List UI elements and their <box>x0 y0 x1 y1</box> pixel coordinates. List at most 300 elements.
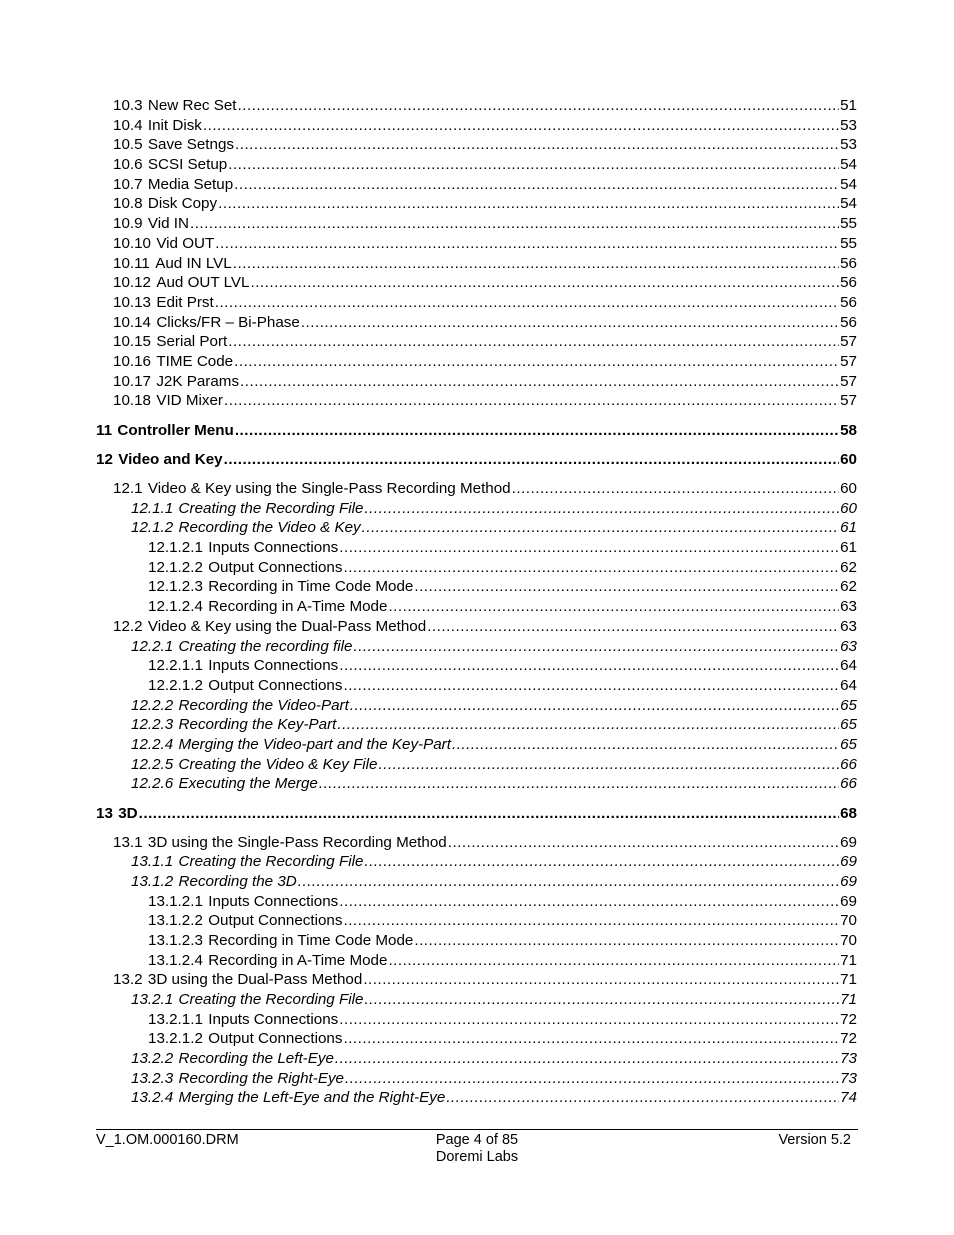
toc-entry-title <box>113 116 202 136</box>
toc-entry-title <box>131 1088 445 1108</box>
toc-entry[interactable] <box>0 1010 954 1030</box>
toc-dot-leader <box>224 450 839 470</box>
toc-entry-number: 10.12 <box>113 274 152 292</box>
toc-dot-leader <box>339 538 839 558</box>
toc-page-number: 62 <box>840 558 857 576</box>
toc-dot-leader <box>298 872 839 892</box>
toc-page-number: 57 <box>840 352 857 370</box>
toc-entry-number: 10.13 <box>113 293 152 311</box>
toc-entry-title <box>96 804 138 824</box>
toc-entry-number: 12.2 <box>113 617 143 635</box>
toc-entry-text: Serial Port <box>156 333 228 351</box>
toc-dot-leader <box>339 1010 839 1030</box>
toc-entry[interactable] <box>0 970 954 990</box>
toc-entry-title <box>131 715 336 735</box>
toc-dot-leader <box>238 96 840 116</box>
toc-entry[interactable] <box>0 990 954 1010</box>
toc-entry-text: Recording the 3D <box>178 872 297 890</box>
toc-dot-leader <box>452 735 839 755</box>
toc-entry-title <box>113 234 214 254</box>
toc-page-number: 65 <box>840 735 857 753</box>
toc-entry[interactable] <box>0 1029 954 1049</box>
toc-entry-title <box>113 96 237 116</box>
toc-page-number: 56 <box>840 274 857 292</box>
toc-dot-leader <box>414 931 839 951</box>
toc-entry-text: Recording in Time Code Mode <box>208 931 414 949</box>
toc-entry-title <box>131 1069 344 1089</box>
toc-entry[interactable] <box>0 372 954 392</box>
toc-entry[interactable] <box>0 234 954 254</box>
toc-dot-leader <box>427 617 839 637</box>
toc-entry-text: Creating the Recording File <box>178 853 364 871</box>
toc-entry[interactable] <box>0 676 954 696</box>
toc-chapter-entry[interactable] <box>0 421 954 441</box>
toc-entry-text: Disk Copy <box>147 195 218 213</box>
toc-entry[interactable] <box>0 273 954 293</box>
toc-entry-title <box>113 313 300 333</box>
toc-entry[interactable] <box>0 155 954 175</box>
footer-version: Version 5.2 <box>778 1132 851 1148</box>
toc-page-number: 55 <box>840 234 857 252</box>
toc-entry-number: 12 <box>96 451 113 468</box>
toc-page-number: 71 <box>840 951 857 969</box>
toc-entry[interactable] <box>0 293 954 313</box>
toc-page-number: 57 <box>840 333 857 351</box>
footer-divider <box>96 1129 858 1130</box>
toc-dot-leader <box>339 892 839 912</box>
toc-page-number: 61 <box>840 519 857 537</box>
toc-entry-text: Recording the Left-Eye <box>178 1050 334 1068</box>
toc-entry[interactable] <box>0 577 954 597</box>
toc-entry[interactable] <box>0 774 954 794</box>
toc-entry-text: Merging the Video-part and the Key-Part <box>178 735 451 753</box>
toc-dot-leader <box>337 715 839 735</box>
toc-dot-leader <box>335 1049 839 1069</box>
toc-page-number: 53 <box>840 136 857 154</box>
toc-entry-text: Save Setngs <box>147 136 234 154</box>
toc-entry-title <box>148 931 413 951</box>
toc-dot-leader <box>234 352 839 372</box>
toc-dot-leader <box>388 597 839 617</box>
toc-dot-leader <box>343 1029 839 1049</box>
toc-entry-number: 13.2.1.2 <box>148 1030 203 1048</box>
toc-entry[interactable] <box>0 116 954 136</box>
toc-entry[interactable] <box>0 656 954 676</box>
toc-entry-text: Controller Menu <box>117 421 234 439</box>
toc-entry-number: 13.2.2 <box>131 1050 174 1068</box>
toc-entry[interactable] <box>0 352 954 372</box>
footer-company: Doremi Labs <box>435 1149 519 1165</box>
toc-entry-number: 10.7 <box>113 175 143 193</box>
toc-entry-title <box>131 755 378 775</box>
toc-page-number: 56 <box>840 313 857 331</box>
toc-entry-text: Executing the Merge <box>178 775 318 793</box>
toc-page-number: 60 <box>840 480 857 497</box>
toc-entry-title <box>113 214 189 234</box>
toc-entry-number: 10.18 <box>113 392 152 410</box>
toc-entry[interactable] <box>0 951 954 971</box>
toc-page-number: 70 <box>840 931 857 949</box>
toc-entry[interactable] <box>0 1049 954 1069</box>
toc-page-number: 63 <box>840 617 857 635</box>
toc-page-number: 57 <box>840 372 857 390</box>
toc-entry-title <box>148 597 387 617</box>
toc-entry[interactable] <box>0 755 954 775</box>
toc-dot-leader <box>215 293 839 313</box>
toc-entry-text: Output Connections <box>208 1030 343 1048</box>
toc-entry-title <box>113 293 214 313</box>
toc-entry[interactable] <box>0 852 954 872</box>
toc-entry-title <box>113 194 217 214</box>
toc-page-number: 58 <box>840 421 857 439</box>
toc-entry-text: Init Disk <box>147 116 202 134</box>
toc-entry-number: 13.1.2.4 <box>148 951 203 969</box>
toc-entry[interactable] <box>0 135 954 155</box>
toc-entry-number: 12.1 <box>113 480 143 497</box>
toc-entry-number: 13.1.2 <box>131 872 174 890</box>
toc-dot-leader <box>250 273 839 293</box>
toc-entry-text: New Rec Set <box>147 97 237 114</box>
toc-entry-number: 10.14 <box>113 313 152 331</box>
toc-page-number: 64 <box>840 657 857 675</box>
toc-page-number: 73 <box>840 1069 857 1087</box>
toc-entry-number: 12.2.1.1 <box>148 657 203 675</box>
toc-entry-number: 12.1.2.2 <box>148 558 203 576</box>
toc-entry-number: 13.2 <box>113 971 143 989</box>
toc-entry-text: Clicks/FR – Bi-Phase <box>156 313 300 331</box>
toc-entry-text: 3D using the Dual-Pass Method <box>147 971 363 989</box>
toc-entry-title <box>113 617 426 637</box>
toc-entry-number: 12.2.2 <box>131 696 174 714</box>
toc-entry-number: 10.3 <box>113 97 143 114</box>
toc-entry-title <box>148 538 338 558</box>
toc-dot-leader <box>414 577 839 597</box>
toc-entry[interactable] <box>0 1069 954 1089</box>
toc-dot-leader <box>350 696 839 716</box>
toc-entry-number: 10.10 <box>113 234 152 252</box>
toc-entry-title <box>148 577 413 597</box>
toc-entry[interactable] <box>0 538 954 558</box>
toc-page-number: 55 <box>840 215 857 233</box>
toc-entry-number: 10.15 <box>113 333 152 351</box>
toc-page-number: 66 <box>840 775 857 793</box>
toc-page-number: 56 <box>840 293 857 311</box>
toc-entry-number: 13.2.4 <box>131 1089 174 1107</box>
toc-dot-leader <box>224 391 839 411</box>
toc-page-number: 61 <box>840 539 857 557</box>
toc-entry-title <box>131 518 361 538</box>
toc-entry-text: Inputs Connections <box>208 1010 339 1028</box>
toc-dot-leader <box>343 558 839 578</box>
toc-dot-leader <box>240 372 839 392</box>
toc-entry-title <box>113 352 233 372</box>
toc-entry-number: 13.1.2.2 <box>148 912 203 930</box>
toc-entry-title <box>131 637 352 657</box>
toc-entry-text: Creating the Recording File <box>178 499 364 517</box>
toc-entry-text: Recording the Right-Eye <box>178 1069 345 1087</box>
toc-page-number: 54 <box>840 156 857 174</box>
toc-entry-text: VID Mixer <box>156 392 223 410</box>
toc-entry-title <box>131 872 297 892</box>
toc-entry-number: 13.1.1 <box>131 853 174 871</box>
toc-dot-leader <box>353 637 839 657</box>
toc-dot-leader <box>301 313 839 333</box>
toc-entry-number: 12.1.2 <box>131 519 174 537</box>
toc-entry-text: Recording in A-Time Mode <box>208 598 388 616</box>
toc-entry-number: 12.1.2.4 <box>148 598 203 616</box>
toc-entry[interactable] <box>0 892 954 912</box>
toc-dot-leader <box>339 656 839 676</box>
toc-dot-leader <box>234 175 839 195</box>
footer-page-number: Page 4 of 85 <box>435 1132 519 1148</box>
toc-entry-number: 13.1 <box>113 833 143 851</box>
toc-entry-title <box>113 254 232 274</box>
toc-entry-text: Recording the Key-Part <box>178 716 337 734</box>
toc-entry-text: J2K Params <box>156 372 240 390</box>
toc-entry-title <box>113 970 362 990</box>
toc-entry-title <box>131 774 318 794</box>
toc-page-number: 69 <box>840 872 857 890</box>
toc-entry-title <box>96 421 234 441</box>
toc-dot-leader <box>218 194 839 214</box>
toc-entry[interactable] <box>0 518 954 538</box>
toc-entry-number: 12.2.4 <box>131 735 174 753</box>
toc-entry-title <box>113 273 249 293</box>
toc-entry-number: 13 <box>96 804 113 822</box>
toc-entry[interactable] <box>0 735 954 755</box>
toc-entry[interactable] <box>0 872 954 892</box>
toc-entry[interactable] <box>0 254 954 274</box>
toc-entry[interactable] <box>0 96 954 116</box>
toc-entry[interactable] <box>0 617 954 637</box>
toc-dot-leader <box>343 911 839 931</box>
toc-dot-leader <box>235 421 839 441</box>
toc-page-number: 60 <box>840 499 857 517</box>
toc-entry-number: 10.17 <box>113 372 152 390</box>
toc-entry[interactable] <box>0 214 954 234</box>
toc-page-number: 65 <box>840 716 857 734</box>
toc-page-number: 54 <box>840 195 857 213</box>
toc-page-number: 64 <box>840 676 857 694</box>
toc-entry-title <box>131 852 363 872</box>
toc-entry-title <box>148 1010 338 1030</box>
toc-entry-number: 13.1.2.1 <box>148 892 203 910</box>
toc-entry[interactable] <box>0 715 954 735</box>
toc-entry-text: Output Connections <box>208 676 343 694</box>
toc-entry-title <box>113 155 227 175</box>
toc-entry[interactable] <box>0 597 954 617</box>
toc-page-number: 51 <box>840 97 857 114</box>
toc-entry-text: Media Setup <box>147 175 234 193</box>
toc-entry-text: Aud OUT LVL <box>156 274 250 292</box>
toc-page-number: 72 <box>840 1010 857 1028</box>
toc-page-number: 63 <box>840 598 857 616</box>
toc-page-number: 73 <box>840 1050 857 1068</box>
toc-entry-title <box>148 558 342 578</box>
footer-center <box>96 1132 858 1166</box>
toc-entry-title <box>148 656 338 676</box>
toc-entry-title <box>113 479 511 499</box>
toc-page-number: 68 <box>840 804 857 822</box>
toc-entry-title <box>113 332 227 352</box>
toc-dot-leader <box>203 116 839 136</box>
toc-entry-text: Video and Key <box>118 451 223 468</box>
table-of-contents <box>0 96 954 1108</box>
toc-entry-number: 13.2.1.1 <box>148 1010 203 1028</box>
toc-dot-leader <box>364 852 839 872</box>
toc-entry-text: Edit Prst <box>156 293 214 311</box>
toc-entry[interactable] <box>0 931 954 951</box>
toc-entry[interactable] <box>0 391 954 411</box>
toc-dot-leader <box>363 970 839 990</box>
toc-chapter-entry[interactable] <box>0 450 954 470</box>
toc-dot-leader <box>233 254 839 274</box>
toc-entry-text: Video & Key using the Dual-Pass Method <box>147 617 427 635</box>
toc-entry[interactable] <box>0 637 954 657</box>
toc-entry[interactable] <box>0 313 954 333</box>
toc-entry[interactable] <box>0 194 954 214</box>
toc-entry-text: TIME Code <box>156 352 234 370</box>
toc-dot-leader <box>379 755 840 775</box>
toc-dot-leader <box>343 676 839 696</box>
toc-entry-text: Creating the Video & Key File <box>178 755 378 773</box>
toc-entry-text: Output Connections <box>208 912 343 930</box>
toc-entry-text: Vid IN <box>147 215 189 233</box>
toc-entry-title <box>131 990 363 1010</box>
toc-entry[interactable] <box>0 175 954 195</box>
toc-page-number: 57 <box>840 392 857 410</box>
toc-entry-title <box>148 676 342 696</box>
toc-chapter-entry[interactable] <box>0 804 954 824</box>
toc-entry-number: 13.2.3 <box>131 1069 174 1087</box>
toc-entry-number: 12.2.6 <box>131 775 174 793</box>
toc-entry-title <box>113 391 223 411</box>
toc-entry-number: 10.5 <box>113 136 143 154</box>
toc-entry[interactable] <box>0 1088 954 1108</box>
toc-page-number: 69 <box>840 892 857 910</box>
toc-page-number: 70 <box>840 912 857 930</box>
toc-entry-number: 12.2.1.2 <box>148 676 203 694</box>
toc-page-number: 66 <box>840 755 857 773</box>
toc-entry[interactable] <box>0 479 954 499</box>
toc-page-number: 74 <box>840 1089 857 1107</box>
toc-dot-leader <box>388 951 839 971</box>
toc-entry-text: Recording the Video & Key <box>178 519 361 537</box>
toc-entry-text: Vid OUT <box>156 234 215 252</box>
toc-entry-title <box>148 892 338 912</box>
toc-entry-title <box>131 1049 334 1069</box>
toc-entry-title <box>113 833 447 853</box>
toc-entry-number: 10.16 <box>113 352 152 370</box>
toc-entry-text: Creating the Recording File <box>178 991 364 1008</box>
toc-entry-text: Inputs Connections <box>208 892 339 910</box>
toc-dot-leader <box>448 833 839 853</box>
toc-entry-number: 12.2.3 <box>131 716 174 734</box>
toc-entry-text: Aud IN LVL <box>155 254 232 272</box>
toc-page-number: 69 <box>840 853 857 871</box>
toc-page-number: 65 <box>840 696 857 714</box>
toc-entry-number: 12.2.1 <box>131 637 174 655</box>
toc-entry-text: Inputs Connections <box>208 539 339 557</box>
toc-entry-number: 12.2.5 <box>131 755 174 773</box>
toc-dot-leader <box>190 214 839 234</box>
toc-entry-text: Recording the Video-Part <box>178 696 349 714</box>
toc-entry[interactable] <box>0 911 954 931</box>
toc-entry-title <box>113 135 234 155</box>
toc-entry-title <box>96 450 223 470</box>
toc-entry-number: 10.11 <box>113 254 150 272</box>
toc-page-number: 56 <box>840 254 857 272</box>
toc-page-number: 71 <box>840 991 857 1008</box>
toc-page-number: 69 <box>840 833 857 851</box>
toc-dot-leader <box>228 332 839 352</box>
toc-entry-number: 13.2.1 <box>131 991 174 1008</box>
toc-dot-leader <box>139 804 839 824</box>
toc-page-number: 62 <box>840 578 857 596</box>
toc-entry-title <box>113 175 233 195</box>
toc-entry[interactable] <box>0 696 954 716</box>
toc-entry-title <box>131 735 451 755</box>
toc-entry[interactable] <box>0 332 954 352</box>
toc-entry-text: SCSI Setup <box>147 156 228 174</box>
toc-entry-text: Video & Key using the Single-Pass Recording Method <box>147 480 511 497</box>
toc-entry-title <box>131 499 363 519</box>
toc-entry-text: Recording in Time Code Mode <box>208 578 414 596</box>
toc-entry-number: 11 <box>96 421 113 439</box>
toc-entry[interactable] <box>0 833 954 853</box>
toc-entry[interactable] <box>0 558 954 578</box>
toc-entry-title <box>131 696 349 716</box>
toc-entry-text: Merging the Left-Eye and the Right-Eye <box>178 1089 446 1107</box>
toc-dot-leader <box>512 479 839 499</box>
toc-entry-text: Recording in A-Time Mode <box>208 951 388 969</box>
toc-entry-text: Inputs Connections <box>208 657 339 675</box>
toc-dot-leader <box>446 1088 839 1108</box>
toc-entry-text: Creating the recording file <box>178 637 353 655</box>
toc-dot-leader <box>364 499 839 519</box>
toc-entry-text: Output Connections <box>208 558 343 576</box>
toc-entry-text: 3D <box>118 804 138 822</box>
toc-page-number: 60 <box>840 451 857 468</box>
toc-entry-number: 13.1.2.3 <box>148 931 203 949</box>
toc-entry-number: 12.1.2.3 <box>148 578 203 596</box>
toc-entry-number: 10.4 <box>113 116 143 134</box>
toc-page-number: 72 <box>840 1030 857 1048</box>
toc-entry-title <box>148 1029 342 1049</box>
toc-dot-leader <box>215 234 839 254</box>
toc-dot-leader <box>364 990 839 1010</box>
toc-page-number: 71 <box>840 971 857 989</box>
toc-page-number: 53 <box>840 116 857 134</box>
toc-page-number: 63 <box>840 637 857 655</box>
toc-entry-text: 3D using the Single-Pass Recording Method <box>147 833 447 851</box>
toc-entry-number: 10.9 <box>113 215 143 233</box>
toc-entry-title <box>113 372 239 392</box>
toc-dot-leader <box>345 1069 839 1089</box>
toc-entry-title <box>148 911 342 931</box>
toc-dot-leader <box>319 774 839 794</box>
toc-entry-number: 12.1.1 <box>131 499 174 517</box>
toc-dot-leader <box>228 155 839 175</box>
toc-dot-leader <box>362 518 839 538</box>
toc-entry[interactable] <box>0 499 954 519</box>
toc-entry-number: 10.8 <box>113 195 143 213</box>
toc-page-number: 54 <box>840 175 857 193</box>
toc-entry-number: 10.6 <box>113 156 143 174</box>
toc-dot-leader <box>235 135 839 155</box>
toc-entry-number: 12.1.2.1 <box>148 539 203 557</box>
footer-doc-id: V_1.OM.000160.DRM <box>96 1132 239 1148</box>
